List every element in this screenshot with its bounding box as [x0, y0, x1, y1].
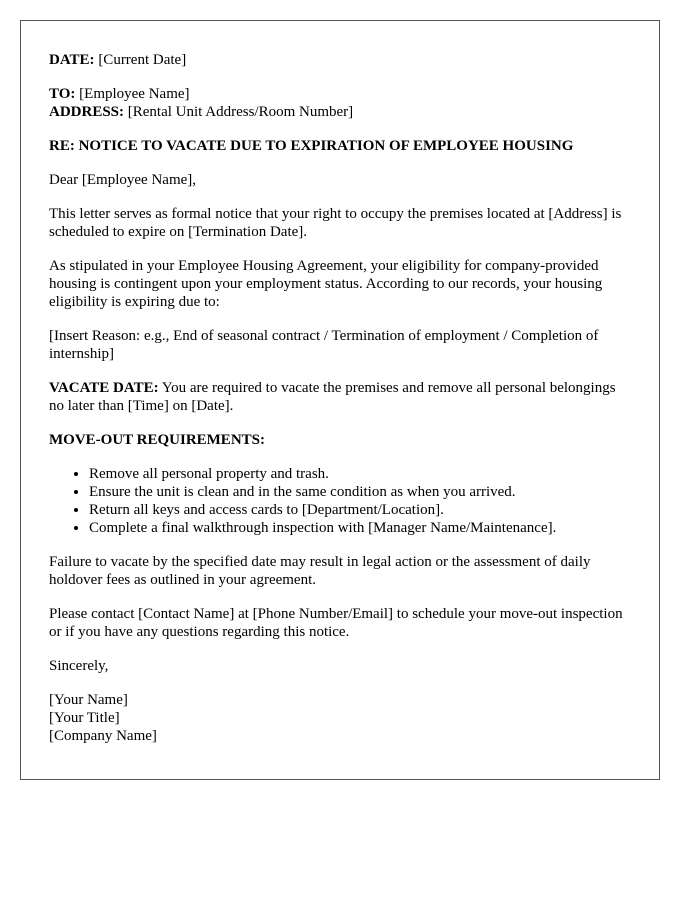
vacate-date-label: VACATE DATE: — [49, 380, 159, 396]
reason-paragraph: [Insert Reason: e.g., End of seasonal contract / Termination of employment / Completion of internship] — [49, 328, 599, 362]
address-value: [Rental Unit Address/Room Number] — [127, 104, 354, 120]
recipient-line — [49, 85, 631, 103]
subject-line: RE: NOTICE TO VACATE DUE TO EXPIRATION OF EMPLOYEE HOUSING — [49, 138, 574, 154]
date-value: [Current Date] — [98, 52, 187, 68]
to-value: [Employee Name] — [79, 86, 190, 102]
to-label: TO: — [49, 86, 76, 102]
vacate-date-paragraph — [49, 379, 631, 415]
date-label: DATE: — [49, 52, 95, 68]
failure-paragraph: Failure to vacate by the specified date may result in legal action or the assessment of daily holdover fees as outlined in your agreement. — [49, 554, 591, 588]
closing: Sincerely, — [49, 658, 109, 674]
salutation: Dear [Employee Name], — [49, 172, 197, 188]
list-item: • Ensure the unit is clean and in the same condition as when you arrived. — [89, 483, 631, 501]
requirements-list — [49, 465, 631, 537]
signature-title: [Your Title] — [49, 710, 120, 726]
address-label: ADDRESS: — [49, 104, 125, 120]
notice-paragraph: This letter serves as formal notice that your right to occupy the premises located at [Address] is scheduled to expire on [Termination Date]. — [49, 206, 622, 240]
agreement-paragraph: As stipulated in your Employee Housing Agreement, your eligibility for company-provided housing is contingent upon your employment status. According to our records, your housing eligibility is expiring due to: — [49, 258, 603, 310]
date-line — [49, 51, 631, 69]
contact-paragraph: Please contact [Contact Name] at [Phone Number/Email] to schedule your move-out inspection or if you have any questions regarding this notice. — [49, 606, 623, 640]
signature-block — [49, 691, 631, 745]
list-item: • Remove all personal property and trash. — [89, 465, 631, 483]
vacate-date-text: You are required to vacate the premises and remove all personal belongings no later than [Time] on [Date]. — [49, 380, 616, 414]
list-item: • Complete a final walkthrough inspection with [Manager Name/Maintenance]. — [89, 519, 631, 537]
signature-name: [Your Name] — [49, 692, 128, 708]
requirements-heading: MOVE-OUT REQUIREMENTS: — [49, 432, 265, 448]
address-line — [49, 103, 631, 121]
letter-document — [20, 20, 660, 780]
list-item: • Return all keys and access cards to [Department/Location]. — [89, 501, 631, 519]
signature-company: [Company Name] — [49, 728, 157, 744]
